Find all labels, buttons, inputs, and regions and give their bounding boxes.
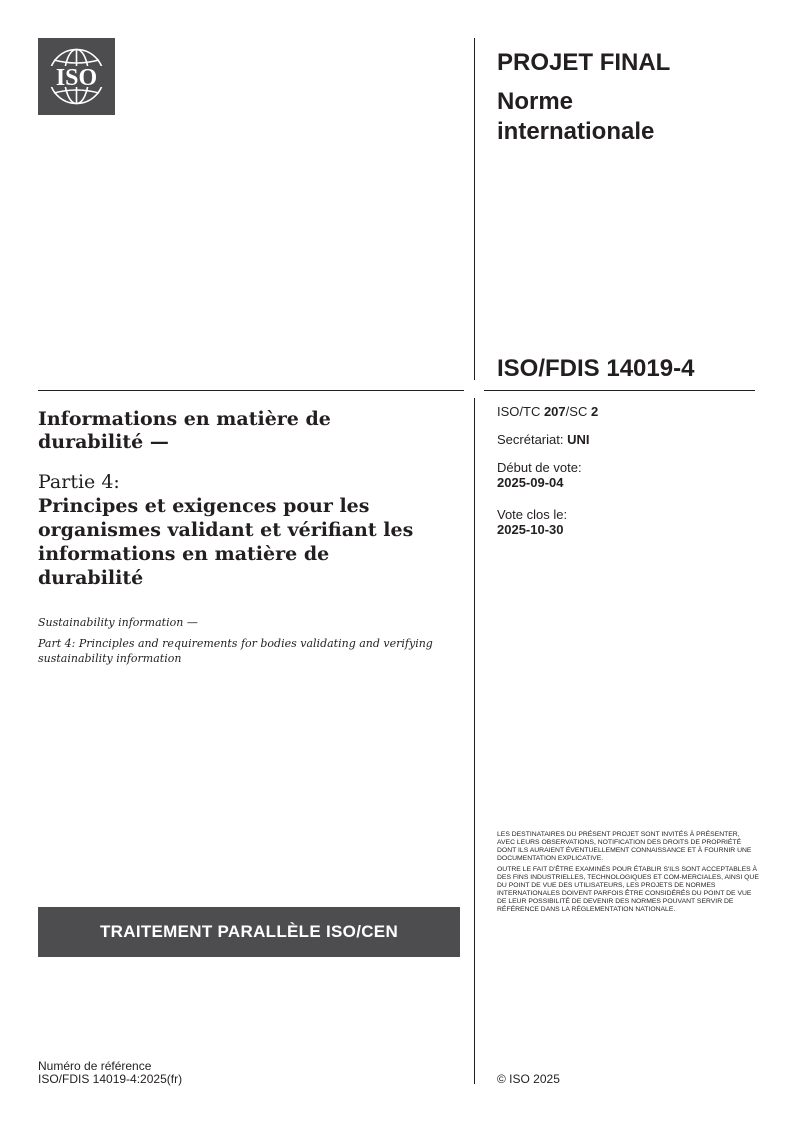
english-title-intro: Sustainability information — xyxy=(38,616,198,629)
horizontal-divider-left xyxy=(38,390,464,391)
secretariat xyxy=(497,432,757,447)
reference-number-label: Numéro de référence xyxy=(38,1059,152,1073)
title-main: Principes et exigences pour les organismes validant et vérifiant les informations en matière de durabilité xyxy=(38,495,414,589)
vote-start-label: Début de vote: xyxy=(497,460,582,475)
document-number: ISO/FDIS 14019-4 xyxy=(497,355,695,382)
vote-end-label: Vote clos le: xyxy=(497,507,568,522)
committee xyxy=(497,404,757,419)
draft-notice xyxy=(497,831,759,917)
document-type-line2: internationale xyxy=(497,118,655,145)
copyright: © ISO 2025 xyxy=(497,1072,560,1086)
vote-end xyxy=(497,507,757,537)
document-stage: PROJET FINAL xyxy=(497,49,671,76)
parallel-processing-banner xyxy=(38,907,460,957)
banner-text: TRAITEMENT PARALLÈLE ISO/CEN xyxy=(99,922,399,941)
vertical-divider-bottom xyxy=(474,398,475,1084)
reference-number-value: ISO/FDIS 14019-4:2025(fr) xyxy=(38,1072,183,1086)
horizontal-divider-right xyxy=(484,390,755,391)
title-part-label: Partie 4: xyxy=(38,471,120,493)
iso-globe-icon xyxy=(38,38,115,115)
committee-tc: 207 xyxy=(543,404,566,419)
iso-logo xyxy=(38,38,115,115)
vote-end-value: 2025-10-30 xyxy=(497,522,564,537)
vote-start-value: 2025-09-04 xyxy=(497,475,564,490)
document-type-line1: Norme xyxy=(497,88,574,115)
vote-start xyxy=(497,460,757,490)
notice-paragraph-1: LES DESTINATAIRES DU PRÉSENT PROJET SONT INVITÉS À PRÉSENTER, AVEC LEURS OBSERVATIONS, NOTIFICATION DES DROITS DE PROPRIÉTÉ DONT ILS AURAIENT ÉVENTUELLEMENT CONNAISSANCE ET À FOURNIR UNE DOCUMENTATION EXPLICATIVE. xyxy=(497,831,752,862)
committee-prefix: ISO/TC xyxy=(497,404,544,419)
committee-sc: 2 xyxy=(590,404,599,419)
secretariat-value: UNI xyxy=(567,432,590,447)
document-type xyxy=(497,87,757,147)
logo-text: ISO xyxy=(55,65,98,91)
vertical-divider-top xyxy=(474,38,475,380)
committee-mid: /SC xyxy=(565,404,591,419)
notice-paragraph-2: OUTRE LE FAIT D'ÊTRE EXAMINÉS POUR ÉTABLIR S'ILS SONT ACCEPTABLES À DES FINS INDUSTRIELLES, TECHNOLOGIQUES ET COM-MERCIALES, AINSI QUE DU POINT DE VUE DES UTILISATEURS, LES PROJETS DE NORMES INTERNATIONALES DOIVENT PARFOIS ÊTRE CONSIDÉRÉS DU POINT DE VUE DE LEUR POSSIBILITÉ DE DEVENIR DES NORMES POUVANT SERVIR DE RÉFÉRENCE DANS LA RÉGLEMENTATION NATIONALE. xyxy=(497,866,759,913)
secretariat-label: Secrétariat: xyxy=(497,432,568,447)
title-intro: Informations en matière de durabilité — xyxy=(38,408,331,453)
english-title-part: Part 4: Principles and requirements for bodies validating and verifying sustainability information xyxy=(38,637,433,665)
